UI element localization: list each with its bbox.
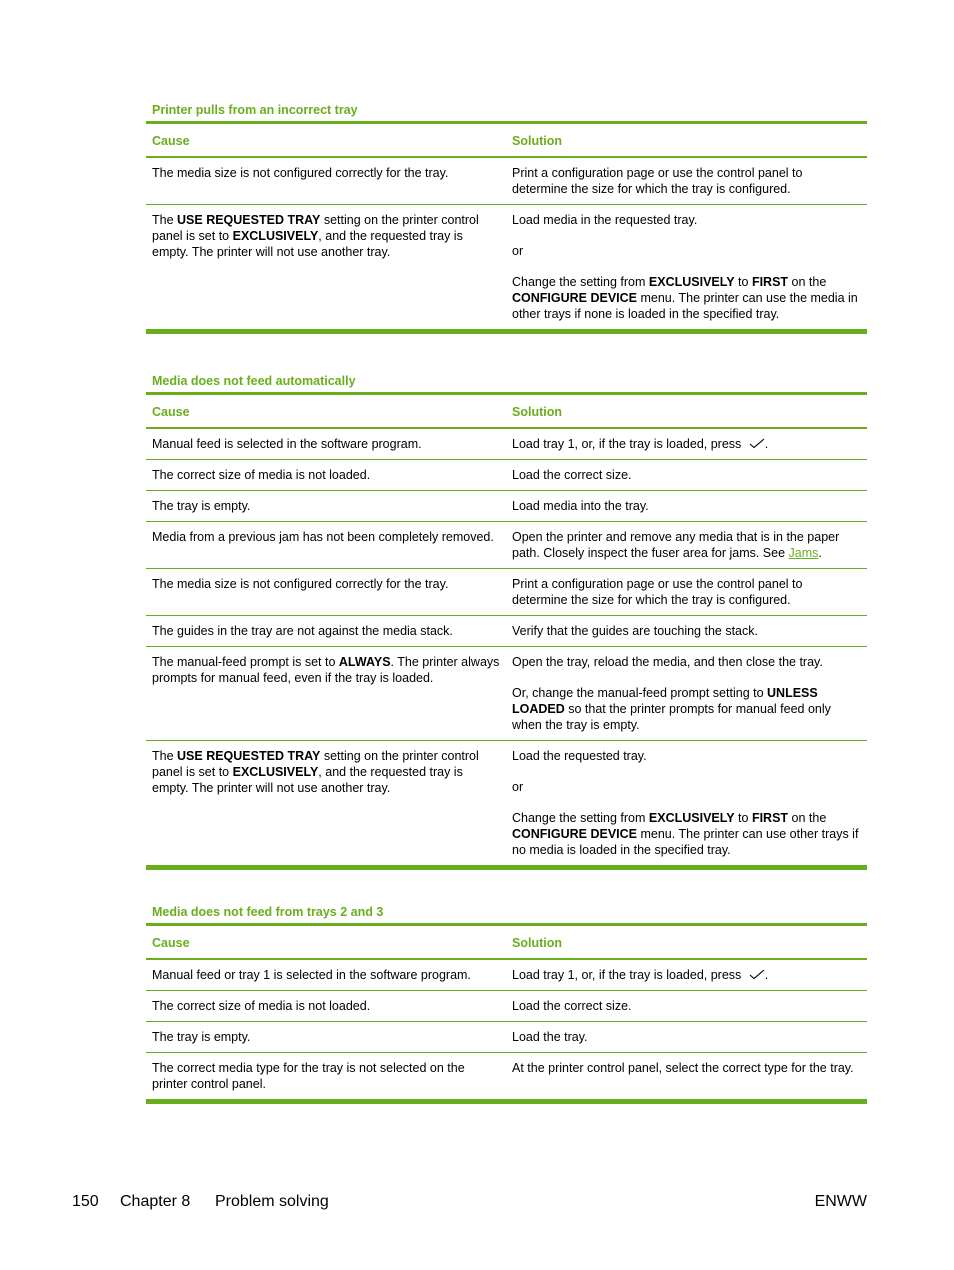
troubleshooting-table — [146, 923, 867, 1104]
solution-paragraph — [512, 498, 861, 514]
text-run: The correct size of media is not loaded. — [152, 999, 371, 1013]
text-run: Open the printer and remove any media that is in the paper path. Closely inspect the fuser area for jams. See — [512, 530, 840, 560]
checkmark-icon — [749, 969, 765, 980]
cause-column-header: Cause — [152, 935, 190, 950]
text-run: Manual feed or tray 1 is selected in the software program. — [152, 968, 471, 982]
setting-name: EXCLUSIVELY — [648, 811, 735, 825]
footer-page-number: 150 — [72, 1193, 99, 1210]
solution-cell — [506, 1022, 867, 1053]
cause-column-header: Cause — [152, 133, 190, 148]
text-run: . The printer always prompts for manual feed, even if the tray is loaded. — [152, 655, 500, 685]
text-run: The tray is empty. — [152, 1030, 251, 1044]
cause-column-header: Cause — [152, 404, 190, 419]
table-row — [146, 205, 867, 332]
jams-link[interactable]: Jams — [788, 546, 819, 560]
solution-cell — [506, 959, 867, 991]
solution-paragraph — [512, 623, 861, 639]
text-run: The correct size of media is not loaded. — [152, 468, 371, 482]
cause-cell — [146, 1053, 506, 1102]
section-no-feed-trays-2-3 — [146, 903, 867, 1104]
table-row — [146, 428, 867, 460]
solution-cell — [506, 616, 867, 647]
troubleshooting-table — [146, 121, 867, 334]
cause-cell — [146, 491, 506, 522]
table-row — [146, 991, 867, 1022]
checkmark-icon — [749, 438, 765, 449]
solution-cell — [506, 428, 867, 460]
cause-cell — [146, 991, 506, 1022]
text-run: The media size is not configured correctly for the tray. — [152, 577, 449, 591]
solution-paragraph — [512, 274, 861, 322]
text-run: Load the correct size. — [512, 468, 632, 482]
text-run: to — [734, 811, 752, 825]
setting-name: FIRST — [751, 811, 789, 825]
solution-cell — [506, 460, 867, 491]
table-row — [146, 569, 867, 616]
solution-cell — [506, 647, 867, 741]
solution-cell — [506, 569, 867, 616]
cause-cell — [146, 522, 506, 569]
solution-paragraph — [512, 685, 861, 733]
table-row — [146, 157, 867, 205]
text-run: The tray is empty. — [152, 499, 251, 513]
solution-paragraph — [512, 810, 861, 858]
table-row — [146, 1022, 867, 1053]
text-run: or — [512, 780, 524, 794]
solution-cell — [506, 522, 867, 569]
solution-paragraph — [512, 998, 861, 1014]
table-header-row — [146, 123, 867, 158]
solution-cell — [506, 491, 867, 522]
solution-paragraph — [512, 165, 861, 197]
setting-name: EXCLUSIVELY — [232, 765, 319, 779]
table-row — [146, 460, 867, 491]
table-row — [146, 616, 867, 647]
text-run: Open the tray, reload the media, and then close the tray. — [512, 655, 823, 669]
footer-chapter: Chapter 8 — [120, 1193, 191, 1210]
troubleshooting-table — [146, 392, 867, 870]
cause-cell — [146, 569, 506, 616]
text-run: Load tray 1, or, if the tray is loaded, press — [512, 437, 745, 451]
setting-name: ALWAYS — [338, 655, 391, 669]
cause-cell — [146, 741, 506, 868]
table-row — [146, 959, 867, 991]
solution-cell — [506, 991, 867, 1022]
solution-paragraph — [512, 212, 861, 228]
text-run: Load media in the requested tray. — [512, 213, 698, 227]
text-run: on the — [788, 811, 827, 825]
solution-paragraph — [512, 1029, 861, 1045]
cause-cell — [146, 1022, 506, 1053]
table-row — [146, 522, 867, 569]
footer-chapter-title: Problem solving — [215, 1193, 329, 1210]
cause-cell — [146, 157, 506, 205]
text-run: The media size is not configured correctly for the tray. — [152, 166, 449, 180]
text-run: The — [152, 213, 178, 227]
text-run: Load the requested tray. — [512, 749, 647, 763]
text-run: Or, change the manual-feed prompt setting to — [512, 686, 768, 700]
solution-cell — [506, 1053, 867, 1102]
text-run: Change the setting from — [512, 275, 649, 289]
section-title: Media does not feed from trays 2 and 3 — [152, 905, 384, 919]
solution-column-header: Solution — [512, 935, 562, 950]
text-run: Load tray 1, or, if the tray is loaded, press — [512, 968, 745, 982]
solution-paragraph — [512, 967, 861, 983]
setting-name: EXCLUSIVELY — [232, 229, 319, 243]
text-run: setting on the printer control panel is set to — [152, 213, 479, 243]
solution-paragraph — [512, 529, 861, 561]
solution-paragraph — [512, 1060, 861, 1076]
table-row — [146, 647, 867, 741]
cause-cell — [146, 647, 506, 741]
solution-paragraph — [512, 576, 861, 608]
section-no-auto-feed — [146, 372, 867, 870]
setting-name: USE REQUESTED TRAY — [177, 749, 321, 763]
text-run: . — [764, 437, 769, 451]
solution-paragraph — [512, 654, 861, 670]
text-run: . — [818, 546, 822, 560]
text-run: so that the printer prompts for manual feed only when the tray is empty. — [512, 702, 831, 732]
solution-cell — [506, 157, 867, 205]
setting-name: CONFIGURE DEVICE — [512, 827, 638, 841]
table-row — [146, 1053, 867, 1102]
cause-cell — [146, 959, 506, 991]
text-run: setting on the printer control panel is set to — [152, 749, 479, 779]
solution-paragraph — [512, 467, 861, 483]
text-run: At the printer control panel, select the correct type for the tray. — [512, 1061, 854, 1075]
section-title: Printer pulls from an incorrect tray — [152, 103, 358, 117]
text-run: The guides in the tray are not against the media stack. — [152, 624, 453, 638]
text-run: Media from a previous jam has not been completely removed. — [152, 530, 494, 544]
text-run: The — [152, 749, 178, 763]
text-run: , and the requested tray is empty. The printer will not use another tray. — [152, 765, 463, 795]
setting-name: USE REQUESTED TRAY — [177, 213, 321, 227]
setting-name: UNLESS LOADED — [512, 686, 818, 716]
solution-paragraph — [512, 243, 861, 259]
text-run: on the — [788, 275, 827, 289]
text-run: The manual-feed prompt is set to — [152, 655, 339, 669]
setting-name: EXCLUSIVELY — [648, 275, 735, 289]
text-run: Change the setting from — [512, 811, 649, 825]
solution-paragraph — [512, 748, 861, 764]
text-run: or — [512, 244, 524, 258]
solution-column-header: Solution — [512, 133, 562, 148]
section-incorrect-tray — [146, 101, 867, 334]
solution-cell — [506, 741, 867, 868]
table-header-row — [146, 925, 867, 960]
solution-paragraph — [512, 779, 861, 795]
text-run: Load media into the tray. — [512, 499, 649, 513]
text-run: Print a configuration page or use the control panel to determine the size for which the tray is configured. — [512, 577, 803, 607]
cause-cell — [146, 205, 506, 332]
table-header-row — [146, 394, 867, 429]
text-run: Load the correct size. — [512, 999, 632, 1013]
text-run: Manual feed is selected in the software program. — [152, 437, 422, 451]
section-title: Media does not feed automatically — [152, 374, 356, 388]
solution-column-header: Solution — [512, 404, 562, 419]
cause-cell — [146, 616, 506, 647]
text-run: to — [734, 275, 752, 289]
setting-name: FIRST — [751, 275, 789, 289]
text-run: menu. The printer can use other trays if no media is loaded in the specified tray. — [512, 827, 859, 857]
text-run: , and the requested tray is empty. The printer will not use another tray. — [152, 229, 463, 259]
text-run: . — [764, 968, 769, 982]
text-run: The correct media type for the tray is not selected on the printer control panel. — [152, 1061, 465, 1091]
text-run: Print a configuration page or use the control panel to determine the size for which the tray is configured. — [512, 166, 803, 196]
solution-paragraph — [512, 436, 861, 452]
cause-cell — [146, 428, 506, 460]
table-row — [146, 741, 867, 868]
table-row — [146, 491, 867, 522]
solution-cell — [506, 205, 867, 332]
text-run: menu. The printer can use the media in other trays if none is loaded in the specified tray. — [512, 291, 858, 321]
setting-name: CONFIGURE DEVICE — [512, 291, 638, 305]
cause-cell — [146, 460, 506, 491]
text-run: Load the tray. — [512, 1030, 588, 1044]
text-run: Verify that the guides are touching the stack. — [512, 624, 758, 638]
footer-enww: ENWW — [814, 1193, 867, 1210]
